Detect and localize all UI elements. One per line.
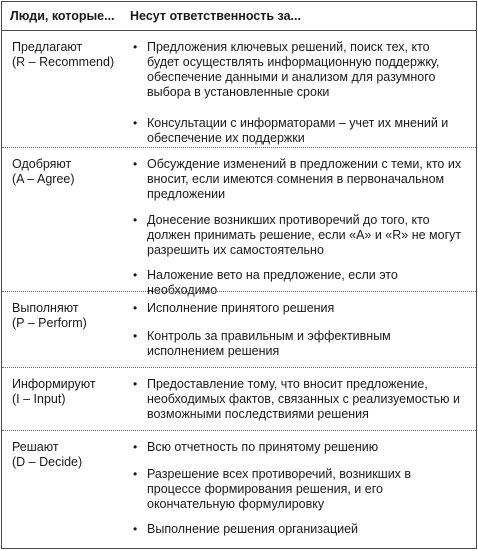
header-responsibility: Несут ответственность за... [130,9,301,23]
list-item: • Предложения ключевых решений, поиск тех, кто будет осуществлять информационную поддержку, обеспечение данными и анализом для разумного выбора в установленные сроки [133,40,440,99]
list-item: • Всю отчетность по принятому решению [133,440,379,454]
list-item: • Наложение вето на предложение, если это необходимо [133,268,398,297]
list-item: • Предоставление тому, что вносит предложение, необходимых фактов, связанных с реализуемостью и возможными последствиями решения [133,377,460,421]
bullet-icon: • [133,157,138,171]
bullet-icon: • [133,467,138,481]
list-item: • Консультации с информаторами – учет их мнений и обеспечение их поддержки [133,116,449,145]
bullet-icon: • [133,377,138,391]
row-divider [2,147,476,148]
list-item: • Контроль за правильным и эффективным исполнением решения [133,329,391,358]
bullet-icon: • [133,301,138,315]
list-item: • Донесение возникших противоречий до того, кто должен принимать решение, если «A» и «R» не могут разрешить их самостоятельно [133,213,462,257]
bullet-icon: • [133,213,138,227]
role-perform: Выполняют (P – Perform) [12,301,87,330]
row-divider [2,367,476,368]
bullet-icon: • [133,440,138,454]
bullet-icon: • [133,40,138,54]
bullet-icon: • [133,329,138,343]
role-recommend: Предлагают (R – Recommend) [12,40,115,69]
role-agree: Одобряют (A – Agree) [12,157,75,186]
table-header [2,2,476,31]
row-divider [2,291,476,292]
responsibility-table [1,1,477,549]
list-item: • Обсуждение изменений в предложении с теми, кто их вносит, если имеются сомнения в первоначальном предложении [133,157,462,201]
list-item: • Разрешение всех противоречий, возникших в процессе формирования решения, и его окончательную формулировку [133,467,412,511]
header-people: Люди, которые... [10,9,115,23]
bullet-icon: • [133,116,138,130]
bullet-icon: • [133,522,138,536]
list-item: • Исполнение принятого решения [133,301,335,315]
role-input: Информируют (I – Input) [12,377,96,406]
list-item: • Выполнение решения организацией [133,522,359,536]
role-decide: Решают (D – Decide) [12,440,83,469]
bullet-icon: • [133,268,138,282]
row-divider [2,430,476,431]
